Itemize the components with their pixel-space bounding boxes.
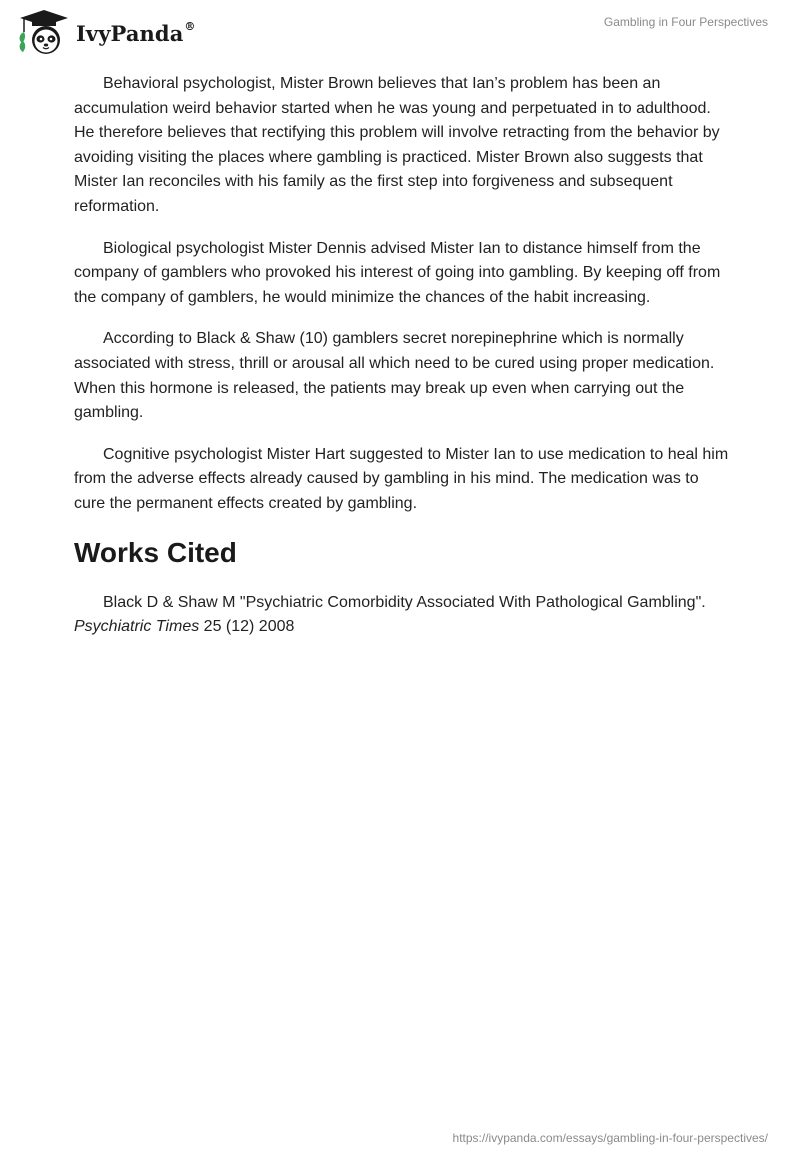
panda-graduate-icon [14, 8, 72, 56]
registered-mark: ® [184, 19, 196, 33]
paragraph-norepinephrine: According to Black & Shaw (10) gamblers secret norepinephrine which is normally associated with stress, thrill or arousal all which need to be cured using proper medication. When this hormone is released, the patients may break up even when carrying out the gambling. [74, 330, 715, 422]
essay-body [74, 72, 730, 640]
citation-journal: Psychiatric Times [74, 618, 200, 636]
citation-entry [74, 591, 730, 640]
paragraph-behavioral: Behavioral psychologist, Mister Brown believes that Ian’s problem has been an accumulation weird behavior started when he was young and perpetuated in to adulthood. He therefore believes that rectifying this problem will involve retracting from the behavior by avoiding visiting the places where gambling is practiced. Mister Brown also suggests that Mister Ian reconciles with his family as the first step into forgiveness and subsequent reformation. [74, 75, 720, 215]
ivypanda-logo[interactable] [14, 8, 196, 56]
running-title: Gambling in Four Perspectives [603, 15, 768, 29]
logo-wordmark: IvyPanda® [76, 19, 196, 46]
source-url[interactable]: https://ivypanda.com/essays/gambling-in-four-perspectives/ [452, 1131, 768, 1145]
citation-volume-year: 25 (12) 2008 [199, 618, 295, 636]
page-header [0, 0, 800, 64]
paragraph-cognitive: Cognitive psychologist Mister Hart suggested to Mister Ian to use medication to heal him from the adverse effects already caused by gambling in his mind. The medication was to cure the permanent effects created by gambling. [74, 445, 729, 512]
citation-authors-title: Black D & Shaw M "Psychiatric Comorbidity Associated With Pathological Gambling". [103, 593, 706, 611]
paragraph-biological: Biological psychologist Mister Dennis advised Mister Ian to distance himself from the company of gamblers who provoked his interest of going into gambling. By keeping off from the company of gamblers, he would minimize the chances of the habit increasing. [74, 239, 721, 306]
works-cited-heading: Works Cited [74, 536, 237, 568]
